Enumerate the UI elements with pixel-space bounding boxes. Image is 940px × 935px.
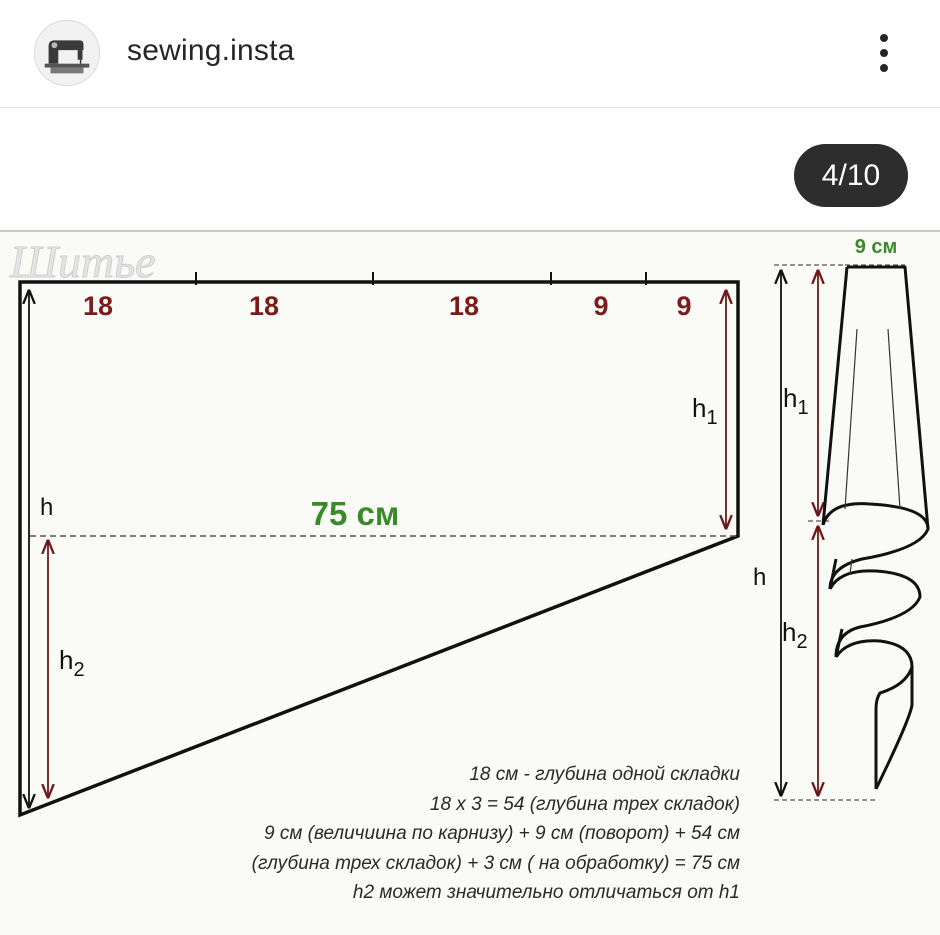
measure-4: 9 bbox=[593, 291, 609, 321]
more-vertical-icon-dot bbox=[880, 64, 888, 72]
more-vertical-icon-dot bbox=[880, 49, 888, 57]
right-label-h2: $h_2$ bbox=[782, 617, 808, 653]
note-line-3: 9 см (величиина по карнизу) + 9 см (поворот) + 54 см bbox=[263, 823, 740, 844]
measure-1: 18 bbox=[82, 291, 114, 321]
measure-5: 9 bbox=[676, 291, 692, 321]
slide-counter: 4/10 bbox=[794, 144, 908, 207]
measure-3: 18 bbox=[448, 291, 480, 321]
note-line-5: h2 может значительно отличаться от h1 bbox=[352, 882, 740, 903]
note-line-1: 18 см - глубина одной складки bbox=[469, 764, 740, 785]
draped-fold-drawing bbox=[823, 267, 928, 789]
right-label-h1: $h_1$ bbox=[783, 383, 809, 419]
sewing-machine-icon bbox=[35, 21, 99, 85]
label-h: h bbox=[40, 494, 54, 521]
note-line-4: (глубина трех складок) + 3 см ( на обработку) = 75 см bbox=[251, 852, 740, 874]
right-label-h: h bbox=[753, 564, 767, 591]
label-h2: $h_2$ bbox=[59, 645, 85, 681]
width-label: 75 см bbox=[310, 495, 400, 532]
watermark: Шитье bbox=[10, 236, 156, 287]
username[interactable]: sewing.insta bbox=[127, 34, 295, 67]
more-vertical-icon-dot bbox=[880, 34, 888, 42]
avatar[interactable] bbox=[34, 20, 100, 86]
diagram-notes bbox=[0, 760, 740, 908]
pattern-outline bbox=[20, 282, 738, 815]
measure-2: 18 bbox=[248, 291, 280, 321]
post-header bbox=[0, 0, 940, 108]
note-line-2: 18 х 3 = 54 (глубина трех складок) bbox=[429, 793, 740, 815]
more-options-button[interactable] bbox=[866, 28, 902, 78]
right-top-label: 9 см bbox=[854, 236, 898, 258]
label-h1: $h_1$ bbox=[692, 393, 718, 429]
